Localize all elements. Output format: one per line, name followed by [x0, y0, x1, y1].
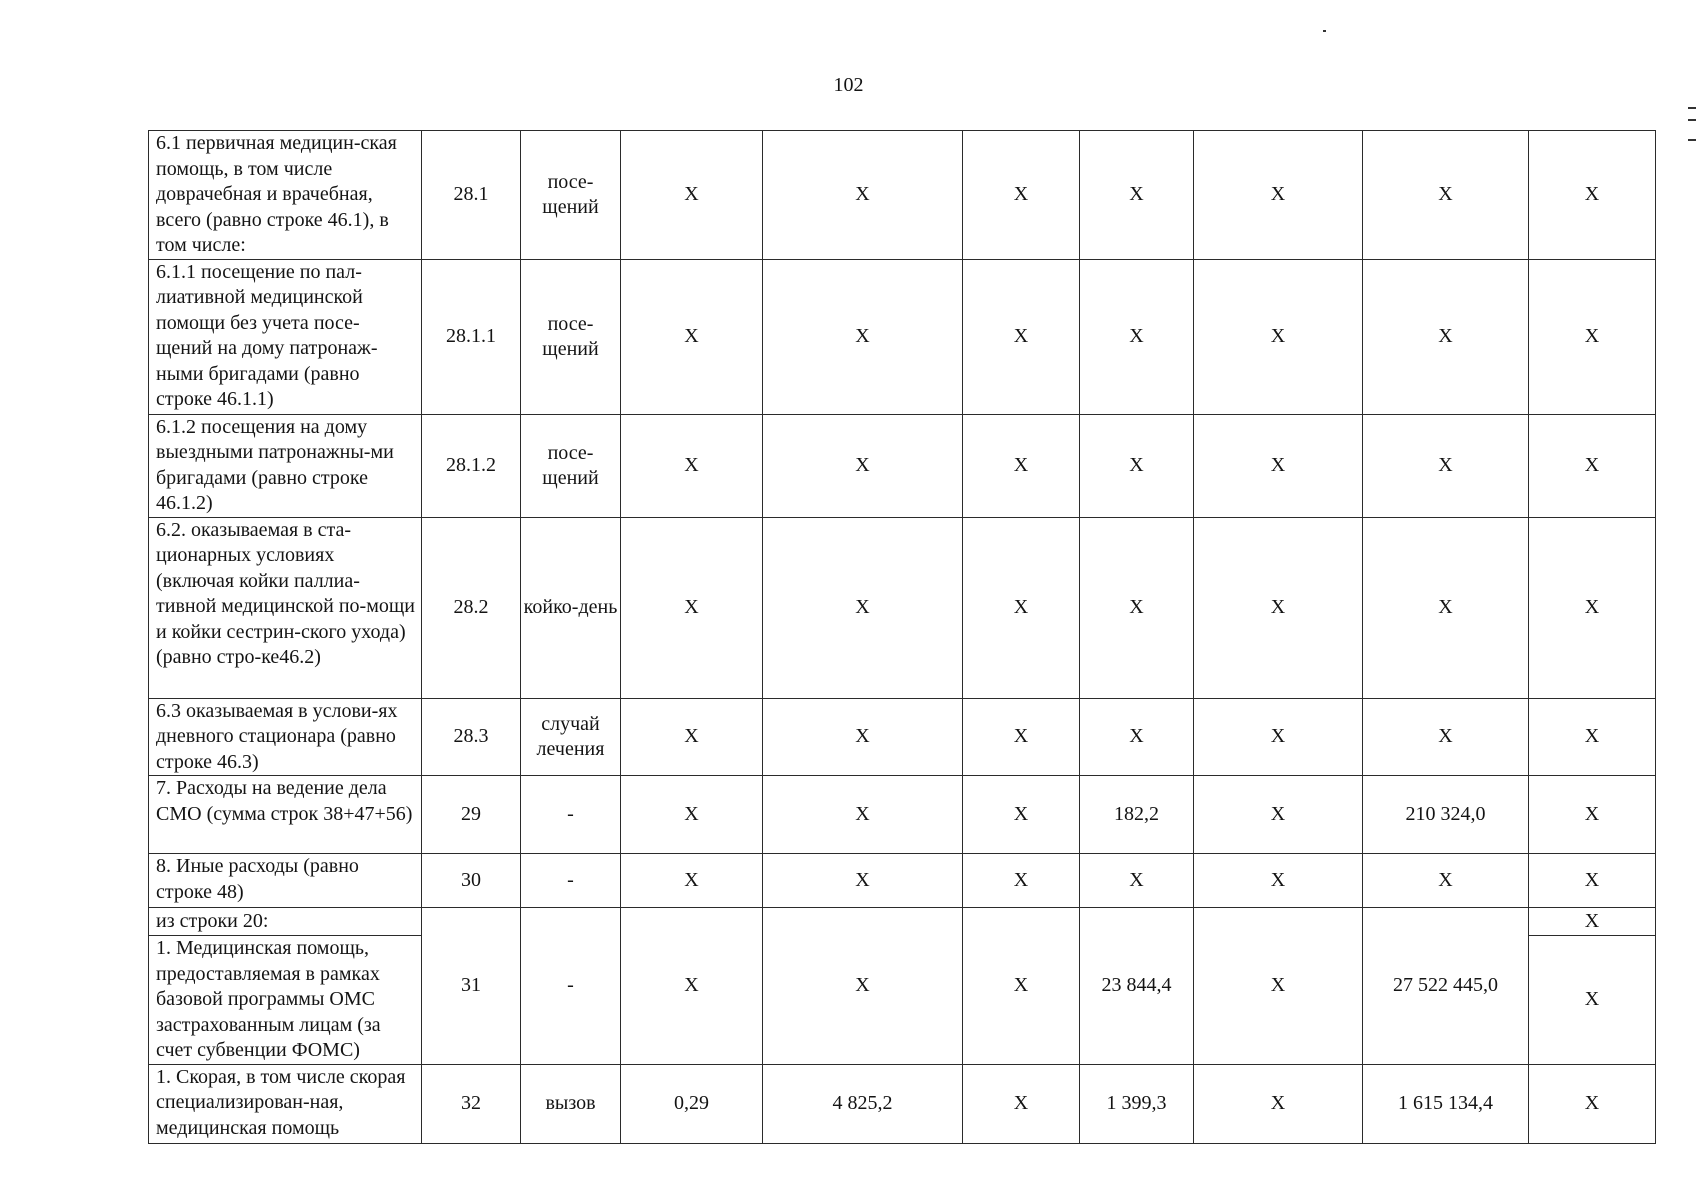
row-name: 8. Иные расходы (равно строке 48): [149, 854, 422, 908]
row-code: 28.1: [422, 131, 521, 260]
table-cell: Х: [1529, 854, 1656, 908]
table-cell: Х: [1080, 698, 1194, 776]
table-cell: Х: [1080, 131, 1194, 260]
table-cell: Х: [1194, 698, 1363, 776]
row-name: 1. Медицинская помощь, предоставляемая в рамках базовой программы ОМС застрахованным лицам (за счет субвенции ФОМС): [149, 936, 422, 1065]
table-cell: Х: [1363, 131, 1529, 260]
row-name: 6.2. оказываемая в ста-ционарных условиях (включая койки паллиа-тивной медицинской по-мощи и койки сестрин-ского ухода) (равно стро-ке46.2): [149, 517, 422, 698]
table-cell: Х: [1529, 1064, 1656, 1143]
table-cell: Х: [621, 259, 763, 414]
table-cell: Х: [1529, 908, 1656, 936]
row-unit: -: [521, 908, 621, 1065]
table-cell: 182,2: [1080, 776, 1194, 854]
table-cell: Х: [1194, 259, 1363, 414]
table-cell: Х: [1363, 698, 1529, 776]
table-cell: Х: [963, 414, 1080, 517]
table-cell: 27 522 445,0: [1363, 908, 1529, 1065]
table-cell: Х: [1194, 854, 1363, 908]
row-code: 28.1.2: [422, 414, 521, 517]
table-row: [149, 776, 1656, 854]
row-code: 30: [422, 854, 521, 908]
table-cell: Х: [621, 854, 763, 908]
table-cell: Х: [621, 414, 763, 517]
table-cell: 210 324,0: [1363, 776, 1529, 854]
table-cell: Х: [621, 517, 763, 698]
table-cell: Х: [963, 698, 1080, 776]
table-row: [149, 1064, 1656, 1143]
table-cell: Х: [1363, 854, 1529, 908]
table-row: [149, 698, 1656, 776]
table-row: [149, 854, 1656, 908]
row-unit: случай лечения: [521, 698, 621, 776]
scan-speck: [1323, 30, 1326, 32]
row-unit: -: [521, 776, 621, 854]
row-code: 28.2: [422, 517, 521, 698]
row-unit: койко-день: [521, 517, 621, 698]
row-code: 28.1.1: [422, 259, 521, 414]
table-row: [149, 414, 1656, 517]
table-cell: Х: [1080, 259, 1194, 414]
table-cell: 1 399,3: [1080, 1064, 1194, 1143]
table-cell: Х: [1080, 517, 1194, 698]
table-cell: Х: [1080, 854, 1194, 908]
row-name: 7. Расходы на ведение дела СМО (сумма строк 38+47+56): [149, 776, 422, 854]
table-cell: 1 615 134,4: [1363, 1064, 1529, 1143]
table-cell: Х: [763, 131, 963, 260]
table-cell: 23 844,4: [1080, 908, 1194, 1065]
table-row: [149, 517, 1656, 698]
table-cell: Х: [1529, 698, 1656, 776]
table-row: [149, 259, 1656, 414]
table-row: [149, 131, 1656, 260]
row-code: 29: [422, 776, 521, 854]
page-number: 102: [833, 74, 864, 96]
table-cell: Х: [963, 131, 1080, 260]
row-unit: -: [521, 854, 621, 908]
row-name: 6.1 первичная медицин-ская помощь, в том числе доврачебная и врачебная, всего (равно строке 46.1), в том числе:: [149, 131, 422, 260]
table-row: [149, 908, 1656, 936]
table-cell: Х: [621, 908, 763, 1065]
row-unit: посе-щений: [521, 131, 621, 260]
table-cell: Х: [1529, 517, 1656, 698]
table-cell: Х: [1529, 414, 1656, 517]
row-name: 6.1.1 посещение по пал-лиативной медицинской помощи без учета посе-щений на дому патронаж-ными бригадами (равно строке 46.1.1): [149, 259, 422, 414]
table-cell: Х: [963, 259, 1080, 414]
row-unit: посе-щений: [521, 259, 621, 414]
table-cell: Х: [763, 698, 963, 776]
row-name: 1. Скорая, в том числе скорая специализирован-ная, медицинская помощь: [149, 1064, 422, 1143]
table-cell: Х: [621, 698, 763, 776]
table-cell: Х: [1363, 259, 1529, 414]
table-cell: Х: [621, 131, 763, 260]
table-cell: Х: [763, 517, 963, 698]
row-code: 31: [422, 908, 521, 1065]
table-cell: Х: [763, 854, 963, 908]
table-cell: Х: [963, 776, 1080, 854]
table-cell: Х: [1529, 259, 1656, 414]
edge-mark: [1688, 107, 1696, 141]
table-cell: Х: [1080, 414, 1194, 517]
row-code: 32: [422, 1064, 521, 1143]
row-name: 6.1.2 посещения на дому выездными патронажны-ми бригадами (равно строке 46.1.2): [149, 414, 422, 517]
table-cell: Х: [1194, 908, 1363, 1065]
row-code: 28.3: [422, 698, 521, 776]
table-cell: Х: [1194, 776, 1363, 854]
table-cell: Х: [763, 259, 963, 414]
table-cell: Х: [1529, 131, 1656, 260]
table-cell: Х: [963, 854, 1080, 908]
table-cell: Х: [763, 414, 963, 517]
table-cell: Х: [1529, 776, 1656, 854]
table-cell: 4 825,2: [763, 1064, 963, 1143]
row-unit: посе-щений: [521, 414, 621, 517]
row-unit: вызов: [521, 1064, 621, 1143]
table-cell: Х: [963, 908, 1080, 1065]
table-cell: Х: [1529, 936, 1656, 1065]
table-cell: Х: [1194, 414, 1363, 517]
table-cell: Х: [1194, 1064, 1363, 1143]
table-cell: Х: [1363, 517, 1529, 698]
table-cell: Х: [763, 908, 963, 1065]
table-cell: Х: [1194, 131, 1363, 260]
financial-table: [148, 130, 1656, 1144]
table-cell: Х: [963, 517, 1080, 698]
table-cell: Х: [763, 776, 963, 854]
table-cell: Х: [621, 776, 763, 854]
table-cell: 0,29: [621, 1064, 763, 1143]
subheader-label: из строки 20:: [149, 908, 422, 936]
table-cell: Х: [1363, 414, 1529, 517]
row-name: 6.3 оказываемая в услови-ях дневного стационара (равно строке 46.3): [149, 698, 422, 776]
table-cell: Х: [963, 1064, 1080, 1143]
table-body: [149, 131, 1656, 1144]
table-cell: Х: [1194, 517, 1363, 698]
